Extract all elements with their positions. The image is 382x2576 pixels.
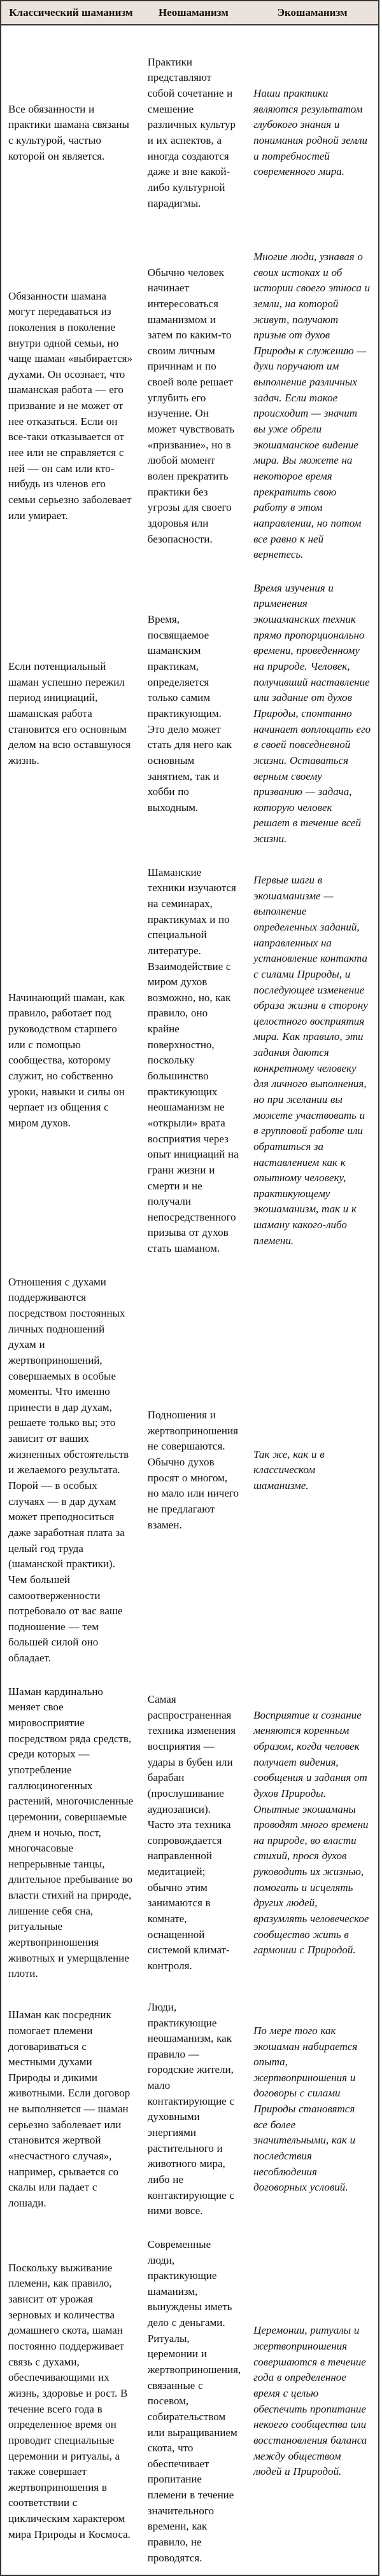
cell-classical-8: Поскольку выживание племени, как правило, зависит от урожая зерновых и количества домашнего скота, шаман постоянно поддерживает связь с духами, обеспечивающими их жизнь, здоровье и рост. В течение всего года в определенное время он проводит специальные церемонии и ритуалы, а также совершает жертвоприношения в соответствии с циклическим характером мира Природы и Космоса.	[8, 2261, 131, 2540]
cell-eco-5: Так же, как и в классическом шаманизме.	[253, 1448, 325, 1492]
column-header-eco: Экошаманизм	[246, 1, 379, 25]
column-header-classical: Классический шаманизм	[1, 1, 141, 25]
cell-eco-8: Церемонии, ритуалы и жертвоприношения совершаются в течение года в определенное время с целью обеспечить пропитание некоего сообщества или восстановления баланса между обществом людей и Природой.	[253, 2324, 367, 2478]
cell-neo-5: Подношения и жертвоприношения не совершаются. Обычно духов просят о многом, но мало или ничего не предлагают взамен.	[147, 1409, 239, 1531]
cell-eco-4: Первые шаги в экошаманизме — выполнение определенных заданий, направленных на установление контакта с силами Природы, и последующее изменение образа жизни в сторону целостного восприятия мира. Как правило, эти задания даются конкретному человеку для личного выполнения, но при желании вы можете участвовать и в групповой работе или обратиться за наставлением как к опытному человеку, практикующему экошаманизм, так и к шаману какого-либо племени.	[253, 874, 368, 1247]
cell-eco-3: Время изучения и применения экошаманских техник прямо пропорционально времени, проведенному на природе. Человек, получивший наставление или задание от духов Природы, спонтанно начинает воплощать его в своей повседневной жизни. Оставаться верным своему призванию — задача, которую человек решает в течение всей жизни.	[253, 581, 371, 845]
cell-eco-7: По мере того как экошаман набирается опыта, жертвоприношения и договоры с силами Природы становятся все более значительными, как и последствия несоблюдения договорных условий.	[253, 2024, 358, 2194]
cell-classical-3: Если потенциальный шаман успешно пережил период инициаций, шаманская работа становится его основным делом на всю оставшуюся жизнь.	[8, 660, 131, 766]
table-row	[1, 25, 379, 240]
table-row	[1, 1266, 379, 1675]
cell-eco-1: Наши практики являются результатом глубокого знания и понимания родной земли и потребностей современного мира.	[253, 87, 368, 178]
cell-classical-6: Шаман кардинально меняет свое мировосприятие посредством ряда средств, среди которых — употребление галлюциногенных растений, многочисленные церемонии, совершаемые днем и ночью, пост, многочасовые непрерывные танцы, длительное пребывание во власти стихий на природе, лишение себя сна, ритуальные жертвоприношения животных и умерщвление плоти.	[8, 1685, 134, 1980]
table-row	[1, 572, 379, 856]
column-header-neo: Неошаманизм	[141, 1, 246, 25]
cell-neo-8: Современные люди, практикующие шаманизм, вынуждены иметь дело с деньгами. Ритуалы, церемонии и жертвоприношения, связанные с посевом, собирательством или выращиванием скота, что обеспечивает пропитание племени в течение значительного времени, как правило, не проводятся.	[147, 2238, 241, 2564]
cell-neo-4: Шаманские техники изучаются на семинарах, практикумах и по специальной литературе. Взаимодействие с миром духов возможно, но, как правило, оно крайне поверхностно, поскольку большинство практикующих неошаманизм не «открыли» врата восприятия через опыт инициаций на грани жизни и смерти и не получали непосредственного призыва от духов стать шаманом.	[147, 866, 239, 1255]
cell-neo-2: Обычно человек начинает интересоваться шаманизмом и затем по каким-то своим личным причинам и по своей воле решает углубить его изучение. Он может чувствовать «призвание», но в любой момент волен прекратить практики без угрозы для своего здоровья или безопасности.	[147, 266, 235, 545]
cell-classical-4: Начинающий шаман, как правило, работает под руководством старшего или с помощью сообщества, которому служит, но собственно уроки, навыки и силы он черпает из общения с миром духов.	[8, 991, 125, 1129]
table-row	[1, 856, 379, 1266]
table-row	[1, 1991, 379, 2228]
cell-neo-3: Время, посвящаемое шаманским практикам, определяется только самим практикующим. Это дело может стать для него как основным занятием, так и хобби по выходным.	[147, 613, 232, 814]
cell-eco-6: Восприятие и сознание меняются коренным образом, когда человек получает видения, сообщения и задания от духов Природы. Опытные экошаманы проводят много времени на природе, во власти стихий, прося духов руководить их жизнью, помогать и исцелять других людей, вразумлять человеческое сообщество жить в гармонии с Природой.	[253, 1708, 369, 1956]
cell-neo-7: Люди, практикующие неошаманизм, как правило — городские жители, мало контактирующие с духовными энергиями растительного и животного мира, либо не контактирующие с ними вовсе.	[147, 2000, 235, 2217]
cell-classical-5: Отношения с духами поддерживаются посредством постоянных личных подношений духам и жертвоприношений, совершаемых в особые моменты. Что именно принести в дар духам, решаете только вы; это зависит от ваших жизненных обстоятельств и желаемого результата. Порой — в особых случаях — в дар духам может преподноситься даже заработная плата за целый год труда (шаманской практики). Чем большей самоотверженности потребовало от вас ваше подношение — тем большей силой оно обладает.	[8, 1275, 129, 1665]
cell-eco-2: Многие люди, узнавая о своих истоках и об истории своего этноса и земли, на которой живут, получают призыв от духов Природы к служению — духи поручают им выполнение различных задач. Если такое происходит — значит вы уже обрели экошаманское видение мира. Вы можете на некоторое время прекратить свою работу в этом направлении, но потом все равно к ней вернетесь.	[253, 251, 371, 561]
cell-classical-1: Все обязанности и практики шамана связаны с культурой, частью которой он является.	[8, 102, 129, 162]
table-header-row	[1, 1, 379, 25]
cell-classical-7: Шаман как посредник помогает племени договариваться с местными духами Природы и дикими животными. Если договор не выполняется — шаман серьезно заболевает или становится жертвой «несчастного случая», например, срывается со скалы или падает с лошади.	[8, 2009, 131, 2209]
table-row	[1, 240, 379, 572]
table-row	[1, 2228, 379, 2575]
table-row	[1, 1675, 379, 1991]
cell-neo-6: Самая распространенная техника изменения восприятия — удары в бубен или барабан (прослушивание аудиозаписи). Часто эта техника сопровождается направленной медитацией; обычно этим занимаются в комнате, оснащенной системой климат-контроля.	[147, 1693, 236, 1972]
cell-neo-1: Практики представляют собой сочетание и смешение различных культур и их аспектов, а иногда создаются даже и вне какой-либо культурной парадигмы.	[147, 55, 236, 209]
cell-classical-2: Обязанности шамана могут передаваться из поколения в поколение внутри одной семьи, но чаще шаман «выбирается» духами. Он осознает, что шаманская работа — его призвание и не может от нее отказаться. Если он все-таки отказывается от нее или не справляется с ней — он сам или кто-нибудь из членов его семьи серьезно заболевает или умирает.	[8, 289, 132, 522]
